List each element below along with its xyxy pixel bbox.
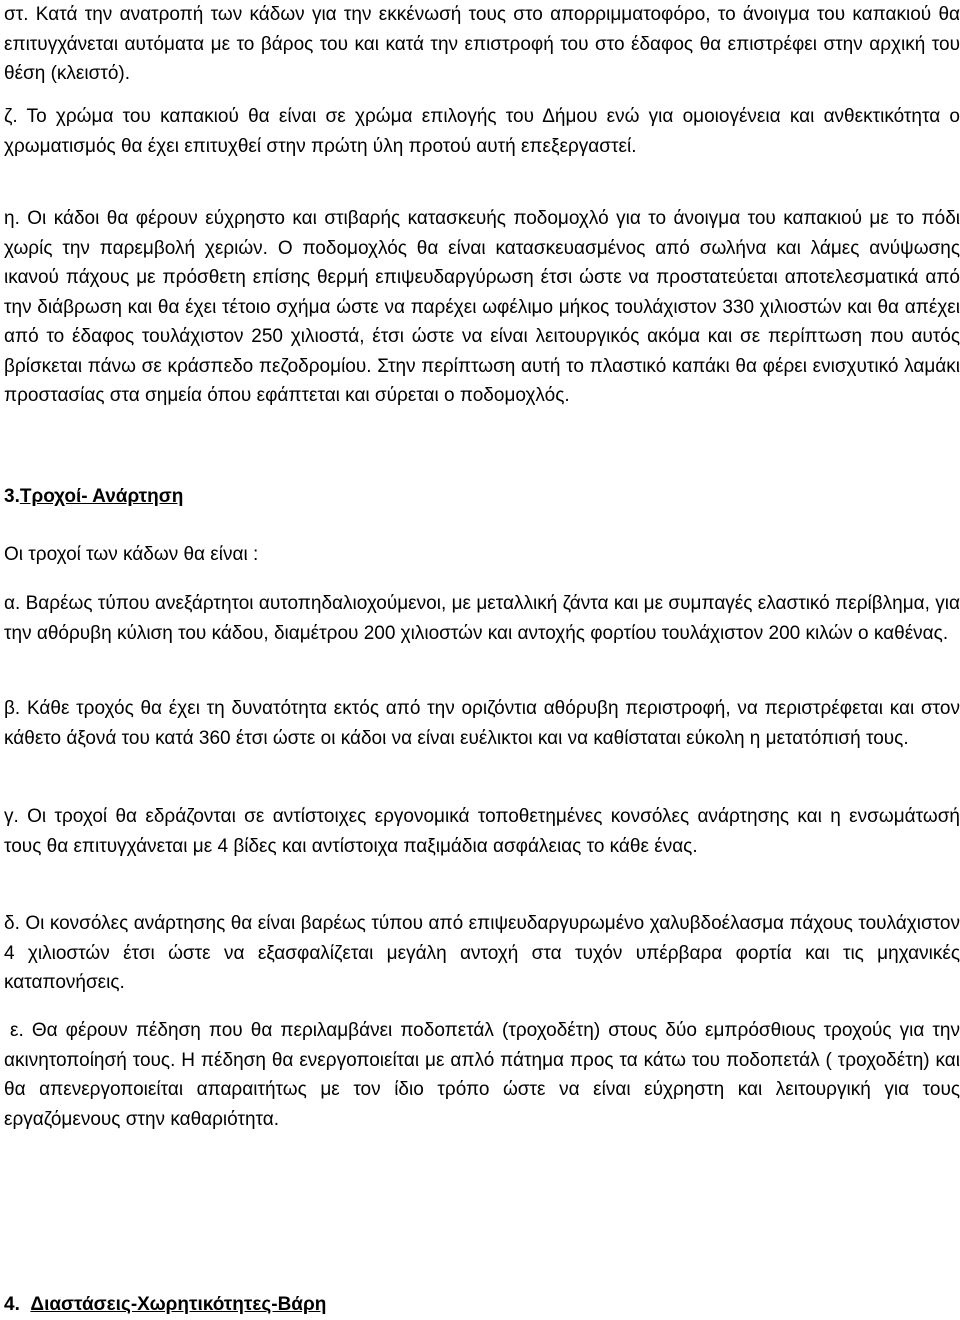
section-4-heading (4, 1290, 960, 1320)
paragraph-d: δ. Οι κονσόλες ανάρτησης θα είναι βαρέως τύπου από επιψευδαργυρωμένο χαλυβδοέλασμα πάχους τουλάχιστον 4 χιλιοστών έτσι ώστε να εξασφαλίζεται μεγάλη αντοχή στα τυχόν υπέρβαρα φορτία και τις μηχανικές καταπονήσεις. (4, 913, 960, 993)
paragraph-st: στ. Κατά την ανατροπή των κάδων για την εκκένωσή τους στο απορριμματοφόρο, το άνοιγμα του καπακιού θα επιτυγχάνεται αυτόματα με το βάρος του και κατά την επιστροφή του στο έδαφος θα επιστρέφει στην αρχική του θέση (κλειστό). (4, 4, 960, 84)
section-3-title: Τροχοί- Ανάρτηση (19, 486, 184, 507)
section-4-title: Διαστάσεις-Χωρητικότητες-Βάρη (30, 1294, 327, 1315)
section-3-number: 3. (4, 486, 20, 507)
paragraph-b: β. Κάθε τροχός θα έχει τη δυνατότητα εκτός από την οριζόντια αθόρυβη περιστροφή, να περιστρέφεται και στον κάθετο άξονά του κατά 360 έτσι ώστε οι κάδοι να είναι ευέλικτοι και να καθίσταται εύκολη η μετατόπισή τους. (4, 698, 960, 749)
section-4-number: 4. (4, 1294, 20, 1315)
paragraph-z: ζ. Το χρώμα του καπακιού θα είναι σε χρώμα επιλογής του Δήμου ενώ για ομοιογένεια και ανθεκτικότητα ο χρωματισμός θα έχει επιτυχθεί στην πρώτη ύλη προτού αυτή επεξεργαστεί. (4, 106, 960, 157)
paragraph-g: γ. Οι τροχοί θα εδράζονται σε αντίστοιχες εργονομικά τοποθετημένες κονσόλες ανάρτησης και η ενσωμάτωσή τους θα επιτυγχάνεται με 4 βίδες και αντίστοιχα παξιμάδια ασφάλειας το κάθε ένας. (4, 806, 960, 857)
paragraph-h: η. Οι κάδοι θα φέρουν εύχρηστο και στιβαρής κατασκευής ποδομοχλό για το άνοιγμα του καπακιού με το πόδι χωρίς την παρεμβολή χεριών. Ο ποδομοχλός θα είναι κατασκευασμένος από σωλήνα και λάμες ανύψωσης ικανού πάχους με πρόσθετη επίσης θερμή επιψευδαργύρωση έτσι ώστε να προστατεύεται αποτελεσματικά από την διάβρωση και θα έχει τέτοιο σχήμα ώστε να παρέχει ωφέλιμο μήκος τουλάχιστον 330 χιλιοστών και θα απέχει από το έδαφος τουλάχιστον 250 χιλιοστά, έτσι ώστε να είναι λειτουργικός ακόμα και σε περίπτωση που αυτός βρίσκεται πάνω σε κράσπεδο πεζοδρομίου. Στην περίπτωση αυτή το πλαστικό καπάκι θα φέρει ενισχυτικό λαμάκι προστασίας στα σημεία όπου εφάπτεται και σύρεται ο ποδομοχλός. (4, 208, 960, 406)
paragraph-intro-wheels: Οι τροχοί των κάδων θα είναι : (4, 544, 259, 565)
paragraph-e: ε. Θα φέρουν πέδηση που θα περιλαμβάνει ποδοπετάλ (τροχοδέτη) στους δύο εμπρόσθιους τροχούς για την ακινητοποίησή τους. Η πέδηση θα ενεργοποιείται με απλό πάτημα προς τα κάτω του ποδοπετάλ ( τροχοδέτη) και θα απενεργοποιείται απαραιτήτως με τον ίδιο τρόπο ώστε να είναι εύχρηστη και λειτουργική για τους εργαζόμενους στην καθαριότητα. (4, 1020, 960, 1130)
paragraph-a: α. Βαρέως τύπου ανεξάρτητοι αυτοπηδαλιοχούμενοι, με μεταλλική ζάντα και με συμπαγές ελαστικό περίβλημα, για την αθόρυβη κύλιση του κάδου, διαμέτρου 200 χιλιοστών και αντοχής φορτίου τουλάχιστον 200 κιλών ο καθένας. (4, 593, 960, 644)
section-3-heading (4, 482, 960, 512)
